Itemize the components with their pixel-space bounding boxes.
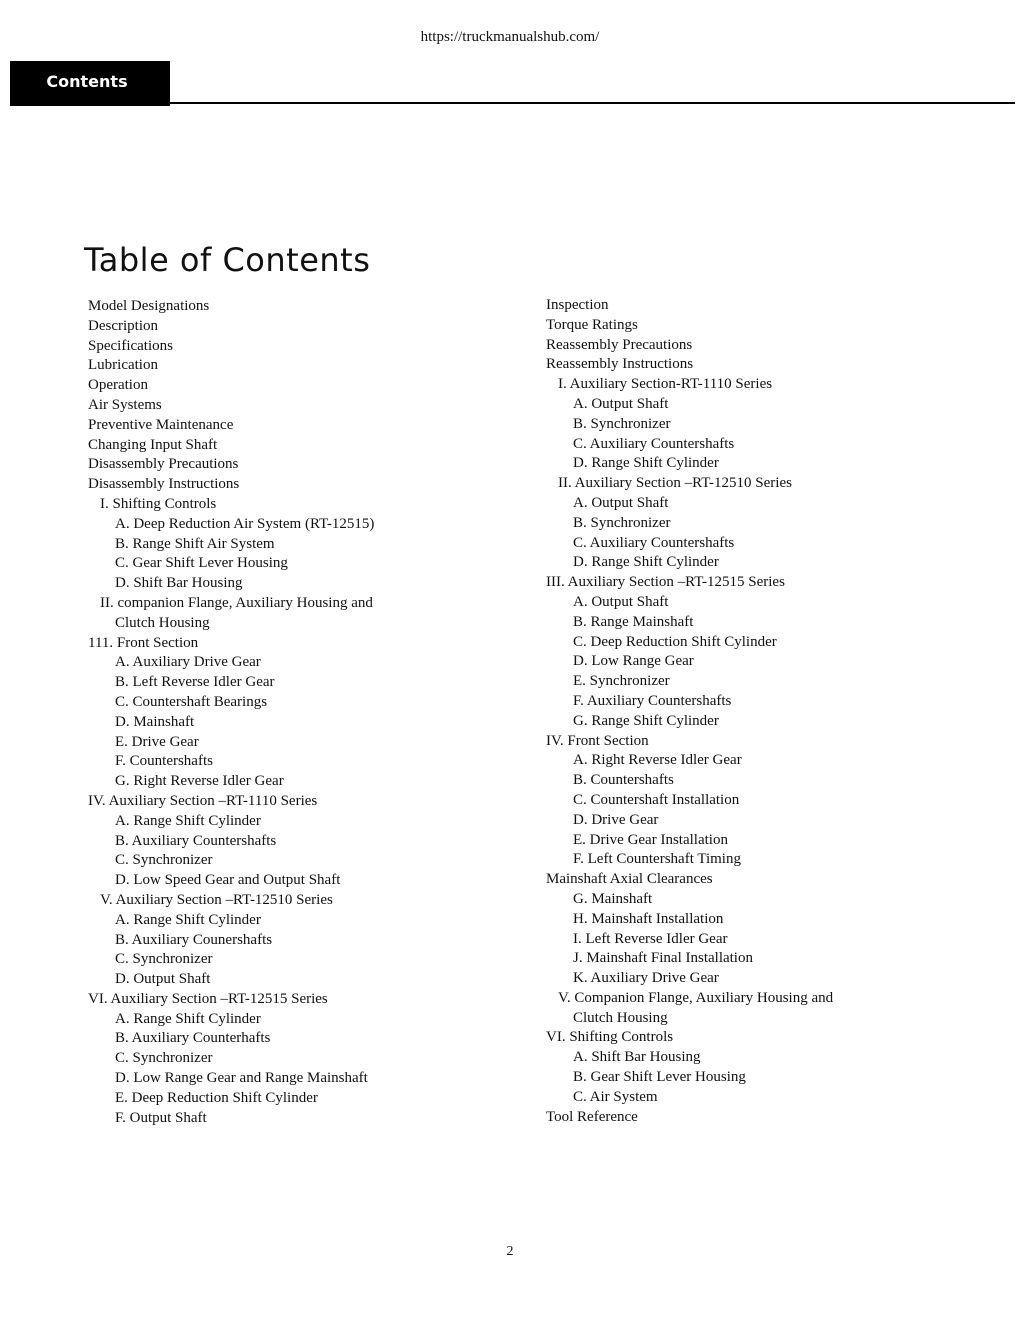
- toc-entry[interactable]: A. Output Shaft: [573, 494, 669, 511]
- toc-entry[interactable]: V. Companion Flange, Auxiliary Housing and: [558, 989, 834, 1006]
- toc-entry[interactable]: Lubrication: [88, 357, 158, 374]
- toc-entry[interactable]: I. Auxiliary Section-RT-1110 Series: [558, 376, 773, 393]
- toc-entry[interactable]: B. Range Shift Air System: [115, 535, 275, 552]
- toc-entry[interactable]: I. Shifting Controls: [100, 495, 217, 512]
- toc-entry[interactable]: B. Range Mainshaft: [573, 613, 694, 630]
- toc-entry[interactable]: Reassembly Instructions: [546, 356, 694, 373]
- toc-entry[interactable]: C. Auxiliary Countershafts: [573, 435, 735, 452]
- toc-entry[interactable]: G. Mainshaft: [573, 890, 653, 907]
- toc-entry[interactable]: D. Low Range Gear: [573, 653, 694, 670]
- toc-entry[interactable]: Tool Reference: [546, 1108, 638, 1125]
- toc-entry[interactable]: F. Auxiliary Countershafts: [573, 692, 732, 709]
- toc-entry[interactable]: Preventive Maintenance: [88, 416, 234, 433]
- toc-entry[interactable]: D. Range Shift Cylinder: [573, 554, 719, 571]
- toc-entry[interactable]: B. Gear Shift Lever Housing: [573, 1069, 746, 1086]
- toc-entry[interactable]: F. Countershafts: [115, 753, 213, 770]
- toc-entry[interactable]: D. Low Range Gear and Range Mainshaft: [115, 1070, 368, 1087]
- toc-entry[interactable]: B. Synchronizer: [573, 514, 671, 531]
- toc-entry[interactable]: C. Synchronizer: [115, 1050, 213, 1067]
- source-url: https://truckmanualshub.com/: [420, 29, 600, 45]
- toc-entry[interactable]: V. Auxiliary Section –RT-12510 Series: [100, 891, 333, 908]
- toc-entry[interactable]: B. Countershafts: [573, 772, 674, 789]
- page-title: Table of Contents: [84, 241, 371, 279]
- toc-entry[interactable]: A. Auxiliary Drive Gear: [115, 654, 261, 671]
- toc-entry[interactable]: Specifications: [88, 337, 173, 354]
- toc-entry[interactable]: C. Gear Shift Lever Housing: [115, 555, 288, 572]
- toc-entry[interactable]: Model Designations: [88, 298, 210, 314]
- toc-entry[interactable]: E. Deep Reduction Shift Cylinder: [115, 1089, 318, 1106]
- toc-entry[interactable]: D. Drive Gear: [573, 811, 659, 828]
- toc-entry[interactable]: H. Mainshaft Installation: [573, 910, 724, 927]
- toc-entry[interactable]: A. Range Shift Cylinder: [115, 911, 261, 928]
- toc-entry[interactable]: II. companion Flange, Auxiliary Housing and: [100, 594, 373, 611]
- toc-entry[interactable]: C. Synchronizer: [115, 951, 213, 968]
- toc-entry[interactable]: A. Range Shift Cylinder: [115, 1010, 261, 1027]
- toc-entry[interactable]: B. Synchronizer: [573, 415, 671, 432]
- toc-right-column: [546, 296, 833, 1127]
- toc-entry[interactable]: Changing Input Shaft: [88, 436, 218, 453]
- toc-entry[interactable]: C. Auxiliary Countershafts: [573, 534, 735, 551]
- toc-entry[interactable]: IV. Front Section: [546, 732, 649, 749]
- toc-entry[interactable]: Operation: [88, 377, 148, 394]
- toc-entry[interactable]: IV. Auxiliary Section –RT-1110 Series: [88, 792, 318, 809]
- toc-entry[interactable]: D. Low Speed Gear and Output Shaft: [115, 872, 341, 889]
- toc-entry[interactable]: C. Air System: [573, 1088, 658, 1105]
- toc-entry[interactable]: I. Left Reverse Idler Gear: [573, 930, 728, 947]
- toc-entry[interactable]: F. Output Shaft: [115, 1109, 207, 1126]
- toc-entry[interactable]: 111. Front Section: [88, 634, 199, 651]
- toc-entry[interactable]: Torque Ratings: [546, 316, 638, 333]
- toc-entry[interactable]: Clutch Housing: [573, 1009, 668, 1026]
- toc-entry[interactable]: G. Range Shift Cylinder: [573, 712, 719, 729]
- toc-entry[interactable]: K. Auxiliary Drive Gear: [573, 970, 719, 987]
- toc-left-column: [88, 297, 374, 1128]
- toc-entry[interactable]: C. Deep Reduction Shift Cylinder: [573, 633, 777, 650]
- toc-entry[interactable]: E. Drive Gear Installation: [573, 831, 728, 848]
- toc-entry[interactable]: C. Countershaft Bearings: [115, 693, 268, 710]
- toc-entry[interactable]: Reassembly Precautions: [546, 336, 693, 353]
- toc-entry[interactable]: F. Left Countershaft Timing: [573, 851, 741, 868]
- toc-entry[interactable]: E. Synchronizer: [573, 673, 670, 690]
- toc-entry[interactable]: E. Drive Gear: [115, 733, 199, 750]
- toc-entry[interactable]: D. Mainshaft: [115, 713, 195, 730]
- toc-entry[interactable]: A. Output Shaft: [573, 593, 669, 610]
- toc-entry[interactable]: D. Output Shaft: [115, 971, 211, 988]
- toc-entry[interactable]: D. Range Shift Cylinder: [573, 455, 719, 472]
- toc-entry[interactable]: D. Shift Bar Housing: [115, 575, 243, 592]
- toc-entry[interactable]: G. Right Reverse Idler Gear: [115, 773, 284, 790]
- toc-entry[interactable]: B. Left Reverse Idler Gear: [115, 674, 275, 691]
- toc-entry[interactable]: A. Shift Bar Housing: [573, 1049, 701, 1066]
- toc-entry[interactable]: A. Deep Reduction Air System (RT-12515): [115, 515, 375, 532]
- header-rule: [170, 102, 1015, 104]
- toc-entry[interactable]: Air Systems: [88, 396, 162, 413]
- toc-entry[interactable]: B. Auxiliary Counterhafts: [115, 1030, 271, 1047]
- contents-tab: Contents: [10, 61, 170, 106]
- toc-entry[interactable]: A. Right Reverse Idler Gear: [573, 752, 742, 769]
- toc-entry[interactable]: III. Auxiliary Section –RT-12515 Series: [546, 574, 785, 591]
- page-number: 2: [506, 1244, 514, 1259]
- toc-entry[interactable]: C. Synchronizer: [115, 852, 213, 869]
- toc-entry[interactable]: B. Auxiliary Counershafts: [115, 931, 273, 948]
- toc-entry[interactable]: VI. Shifting Controls: [546, 1029, 674, 1046]
- toc-entry[interactable]: VI. Auxiliary Section –RT-12515 Series: [88, 990, 328, 1007]
- toc-entry[interactable]: Mainshaft Axial Clearances: [546, 871, 713, 888]
- toc-entry[interactable]: A. Range Shift Cylinder: [115, 812, 261, 829]
- toc-entry[interactable]: Inspection: [546, 297, 609, 313]
- toc-entry[interactable]: J. Mainshaft Final Installation: [573, 950, 753, 967]
- toc-entry[interactable]: B. Auxiliary Countershafts: [115, 832, 277, 849]
- toc-entry[interactable]: Description: [88, 317, 158, 334]
- toc-entry[interactable]: Disassembly Instructions: [88, 476, 240, 493]
- toc-entry[interactable]: II. Auxiliary Section –RT-12510 Series: [558, 475, 792, 492]
- toc-entry[interactable]: Disassembly Precautions: [88, 456, 239, 473]
- toc-entry[interactable]: C. Countershaft Installation: [573, 791, 740, 808]
- toc-entry[interactable]: A. Output Shaft: [573, 395, 669, 412]
- toc-entry[interactable]: Clutch Housing: [115, 614, 210, 631]
